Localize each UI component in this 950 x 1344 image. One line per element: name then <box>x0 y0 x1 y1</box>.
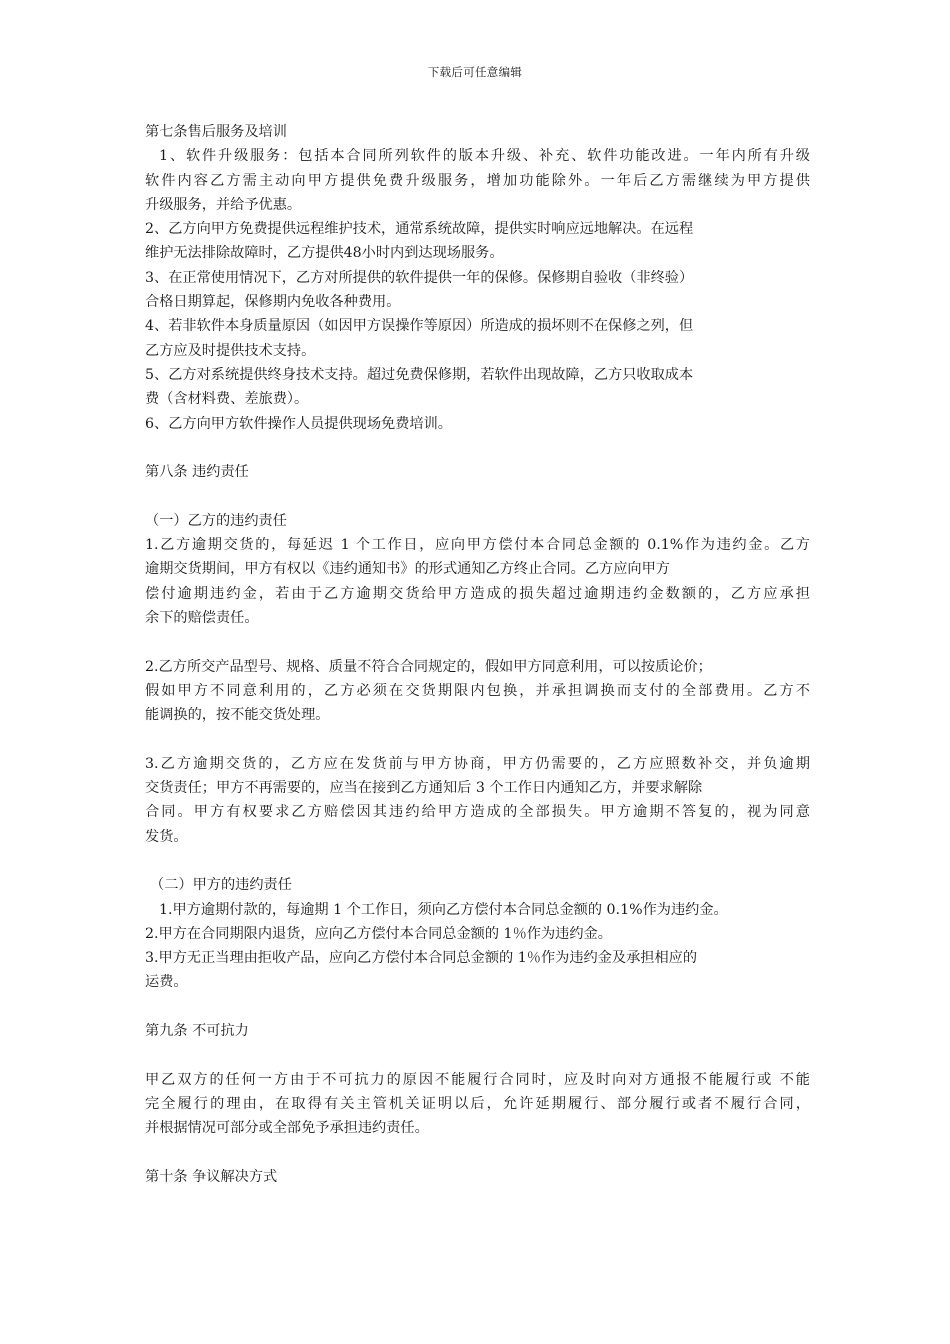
contract-body <box>145 120 810 1189</box>
paragraph-line: 2.甲方在合同期限内退货，应向乙方偿付本合同总金额的 1％作为违约金。 <box>145 925 612 942</box>
paragraph-line: 能调换的，按不能交货处理。 <box>145 707 330 724</box>
article-7-title: 第七条售后服务及培训 <box>145 124 287 140</box>
article-7-line: 合格日期算起，保修期内免收各种费用。 <box>145 294 401 311</box>
paragraph-line: 偿付逾期违约金，若由于乙方逾期交货给甲方造成的损失超过逾期违约金数额的，乙方应承担 <box>145 585 810 602</box>
article-9-title: 第九条 不可抗力 <box>145 1022 249 1039</box>
paragraph-line: 运费。 <box>145 974 188 991</box>
article-8-title: 第八条 违约责任 <box>145 464 249 481</box>
article-7-line: 升级服务，并给予优惠。 <box>145 196 302 213</box>
article-7-line: 费（含材料费、差旅费）。 <box>145 391 309 408</box>
paragraph-line: 发货。 <box>145 828 188 845</box>
article-7-line: 6、乙方向甲方软件操作人员提供现场免费培训。 <box>145 415 452 432</box>
paragraph-line: 合同。甲方有权要求乙方赔偿因其违约给甲方造成的全部损失。甲方逾期不答复的，视为同意 <box>145 804 810 821</box>
article-7-line: 5、乙方对系统提供终身技术支持。超过免费保修期，若软件出现故障，乙方只收取成本 <box>145 366 694 383</box>
paragraph-line: 余下的赔偿责任。 <box>145 609 259 626</box>
paragraph-line: 假如甲方不同意利用的，乙方必须在交货期限内包换，并承担调换而支付的全部费用。乙方不 <box>145 682 810 699</box>
paragraph-line: 1.甲方逾期付款的，每逾期 1 个工作日，须向乙方偿付本合同总金额的 0.1%作为违约金。 <box>159 901 728 918</box>
article-7-line: 2、乙方向甲方免费提供远程维护技术，通常系统故障，提供实时响应远地解决。在远程 <box>145 221 694 238</box>
paragraph-line: 2.乙方所交产品型号、规格、质量不符合合同规定的，假如甲方同意利用，可以按质论价； <box>145 658 712 675</box>
article-7-line: 维护无法排除故障时，乙方提供48小时内到达现场服务。 <box>145 245 504 262</box>
page-header-note: 下载后可任意编辑 <box>427 65 523 79</box>
paragraph-line: 3.乙方逾期交货的，乙方应在发货前与甲方协商，甲方仍需要的，乙方应照数补交，并负逾期 <box>145 755 810 772</box>
paragraph-line: 逾期交货期间，甲方有权以《违约通知书》的形式通知乙方终止合同。乙方应向甲方 <box>145 561 670 578</box>
paragraph-line: 3.甲方无正当理由拒收产品，应向乙方偿付本合同总金额的 1％作为违约金及承担相应的 <box>145 950 698 967</box>
article-7-line: 乙方应及时提供技术支持。 <box>145 342 316 359</box>
paragraph-line: 并根据情况可部分或全部免予承担违约责任。 <box>145 1120 429 1137</box>
section-2-title: （二）甲方的违约责任 <box>150 877 292 894</box>
article-7-line: 3、在正常使用情况下，乙方对所提供的软件提供一年的保修。保修期自验收（非终验） <box>145 269 694 286</box>
article-7-line: 软件内容乙方需主动向甲方提供免费升级服务，增加功能除外。一年后乙方需继续为甲方提供 <box>145 172 810 189</box>
paragraph-line: 1.乙方逾期交货的，每延迟 1 个工作日，应向甲方偿付本合同总金额的 0.1%作为违约金。乙方 <box>145 537 810 554</box>
article-7-line: 4、若非软件本身质量原因（如因甲方误操作等原因）所造成的损坏则不在保修之列，但 <box>145 318 694 335</box>
article-7-line: 1、软件升级服务：包括本合同所列软件的版本升级、补充、软件功能改进。一年内所有升级 <box>159 148 810 165</box>
section-1-title: （一）乙方的违约责任 <box>145 512 287 529</box>
paragraph-line: 交货责任；甲方不再需要的，应当在接到乙方通知后 3 个工作日内通知乙方，并要求解除 <box>145 780 703 797</box>
paragraph-line: 甲乙双方的任何一方由于不可抗力的原因不能履行合同时，应及时向对方通报不能履行或 不能 <box>145 1071 810 1088</box>
paragraph-line: 完全履行的理由，在取得有关主管机关证明以后，允许延期履行、部分履行或者不履行合同， <box>145 1095 810 1112</box>
article-10-title: 第十条 争议解决方式 <box>145 1168 278 1185</box>
